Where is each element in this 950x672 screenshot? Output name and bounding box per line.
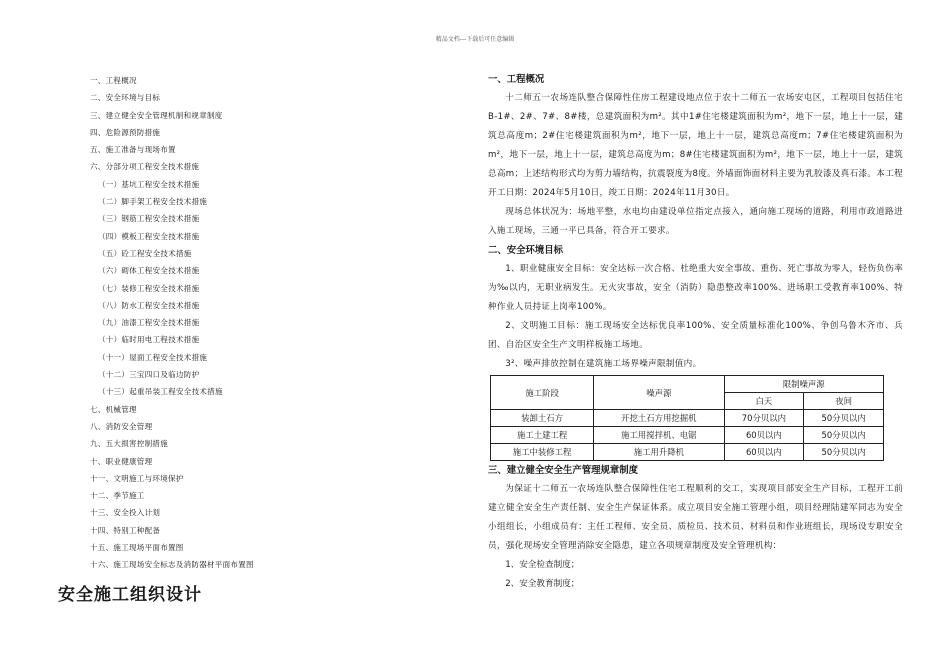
toc-item: （一）基坑工程安全技术措施 bbox=[98, 179, 200, 189]
toc-item: （十）临时用电工程技术措施 bbox=[98, 335, 200, 345]
toc-item: 十六、施工现场安全标志及消防器材平面布置图 bbox=[90, 560, 254, 570]
section-heading-overview: 一、工程概况 bbox=[488, 74, 545, 85]
table-cell-stage: 装卸土石方 bbox=[491, 410, 594, 427]
table-cell-stage: 施工土建工程 bbox=[491, 427, 594, 444]
regulations-paragraph: 为保证十二师五一农场连队整合保障性住宅工程顺利的交工，实现项目部安全生产目标，工程开工前建立健全安全生产责任制、安全生产保证体系。成立项目安全施工管理小组，项目经理陆建军同志为安全小组组长，小组成员有：主任工程师、安全员、质检员、技术员、材料员和作业班组长，现场设专职安全员，强化现场安全管理消除安全隐患，建立各项规章制度及安全管理机构： bbox=[488, 484, 903, 551]
table-cell-source: 施工用升降机 bbox=[594, 444, 724, 461]
toc-item: （七）装修工程安全技术措施 bbox=[98, 283, 200, 293]
column-header-source: 噪声源 bbox=[594, 376, 724, 410]
document-title: 安全施工组织设计 bbox=[58, 585, 202, 605]
toc-item: 七、机械管理 bbox=[90, 404, 137, 414]
toc-item: 九、五大损害控制措施 bbox=[90, 439, 168, 449]
toc-item: （三）钢筋工程安全技术措施 bbox=[98, 214, 200, 224]
table-cell-night: 50分贝以内 bbox=[804, 427, 884, 444]
toc-item: （六）砌体工程安全技术措施 bbox=[98, 266, 200, 276]
toc-item: 二、安全环境与目标 bbox=[90, 93, 161, 103]
toc-item: （五）砼工程安全技术措施 bbox=[98, 248, 192, 258]
table-cell-night: 50分贝以内 bbox=[804, 444, 884, 461]
table-cell-source: 开挖土石方用挖掘机 bbox=[594, 410, 724, 427]
toc-item: （九）油漆工程安全技术措施 bbox=[98, 318, 200, 328]
table-cell-day: 70分贝以内 bbox=[724, 410, 804, 427]
toc-item: （十二）三宝四口及临边防护 bbox=[98, 370, 200, 380]
civilized-construction-goal-paragraph: 2、文明施工目标：施工现场安全达标优良率100%、安全质量标准化100%、争创乌鲁木齐市、兵团、自治区安全生产文明样板施工场地。 bbox=[488, 321, 903, 350]
list-item-inspection-system: 1、安全检查制度； bbox=[505, 560, 580, 570]
toc-item: 十二、季节施工 bbox=[90, 491, 145, 501]
health-safety-goal-paragraph: 1、职业健康安全目标：安全达标一次合格、杜绝重大安全事故、重伤、死亡事故为零人，轻伤负伤率为‰以内，无职业病发生。无火灾事故，安全（消防）隐患整改率100%、进场职工受教育率100%、特种作业人员持证上岗率100%。 bbox=[488, 264, 903, 312]
table-cell-night: 50分贝以内 bbox=[804, 410, 884, 427]
page-header: 精品文档---下载后可任意编辑 bbox=[435, 36, 515, 43]
column-header-limit: 限制噪声源 bbox=[724, 376, 884, 393]
section-heading-safety-goals: 二、安全环境目标 bbox=[488, 245, 564, 256]
table-row bbox=[491, 427, 884, 444]
table-row bbox=[491, 444, 884, 461]
toc-item: （十一）屋面工程安全技术措施 bbox=[98, 352, 208, 362]
noise-control-paragraph: 3²、噪声排放控制在建筑施工场界噪声限制值内。 bbox=[505, 359, 702, 369]
column-header-night: 夜间 bbox=[804, 393, 884, 410]
table-cell-day: 60贝以内 bbox=[724, 427, 804, 444]
toc-item: 一、工程概况 bbox=[90, 76, 137, 85]
overview-paragraph: 十二师五一农场连队整合保障性住房工程建设地点位于农十二师五一农场安屯区，工程项目包括住宅B-1#、2#、7#、8#楼，总建筑面积为m²。其中1#住宅楼建筑面积为m²，地下一层，地上十一层，建筑总高度m；2#住宅楼建筑面积为m²，地下一层，地上十一层，建筑总高度m；7#住宅楼建筑面积为m²，地下一层，地上十一层，建筑总高度为m；8#住宅楼建筑面积为m²，地下一层，地上十一层，建筑总高m；上述结构形式均为剪力墙结构，抗震裂度为8度。外墙面饰面材料主要为乳胶漆及真石漆。本工程开工日期：2024年5月10日，竣工日期：2024年11月30日。 bbox=[488, 93, 903, 198]
toc-item: 八、消防安全管理 bbox=[90, 421, 153, 431]
section-heading-regulations: 三、建立健全安全生产管理规章制度 bbox=[488, 465, 639, 476]
column-header-day: 白天 bbox=[724, 393, 804, 410]
table-of-contents bbox=[90, 72, 420, 574]
toc-item: 十三、安全投入计划 bbox=[90, 508, 161, 518]
noise-limit-table bbox=[490, 375, 884, 461]
toc-item: 十、职业健康管理 bbox=[90, 456, 153, 466]
toc-item: 四、危险源预防措施 bbox=[90, 127, 161, 137]
site-status-paragraph: 现场总体状况为：场地平整，水电均由建设单位指定点接入，通向施工现场的道路，利用市政道路进入施工现场，三通一平已具备，符合开工要求。 bbox=[488, 207, 903, 236]
table-cell-day: 60贝以内 bbox=[724, 444, 804, 461]
table-cell-source: 施工用搅拌机、电锯 bbox=[594, 427, 724, 444]
toc-item: 十一、文明施工与环境保护 bbox=[90, 473, 184, 483]
column-header-stage: 施工阶段 bbox=[491, 376, 594, 410]
toc-item: 五、施工准备与现场布置 bbox=[90, 145, 176, 155]
toc-item: （二）脚手架工程安全技术措施 bbox=[98, 197, 208, 207]
toc-item: （四）模板工程安全技术措施 bbox=[98, 231, 200, 241]
table-cell-stage: 施工中装修工程 bbox=[491, 444, 594, 461]
toc-item: 三、建立健全安全管理机制和规章制度 bbox=[90, 110, 223, 120]
table-row bbox=[491, 410, 884, 427]
list-item-education-system: 2、安全教育制度； bbox=[505, 579, 580, 589]
toc-item: 六、分部分项工程安全技术措施 bbox=[90, 162, 200, 172]
toc-item: 十五、施工现场平面布置图 bbox=[90, 543, 184, 553]
toc-item: （八）防水工程安全技术措施 bbox=[98, 300, 200, 310]
toc-item: （十三）起重吊装工程安全技术措施 bbox=[98, 387, 223, 397]
main-content bbox=[488, 70, 903, 594]
toc-item: 十四、特别工种配备 bbox=[90, 525, 161, 535]
